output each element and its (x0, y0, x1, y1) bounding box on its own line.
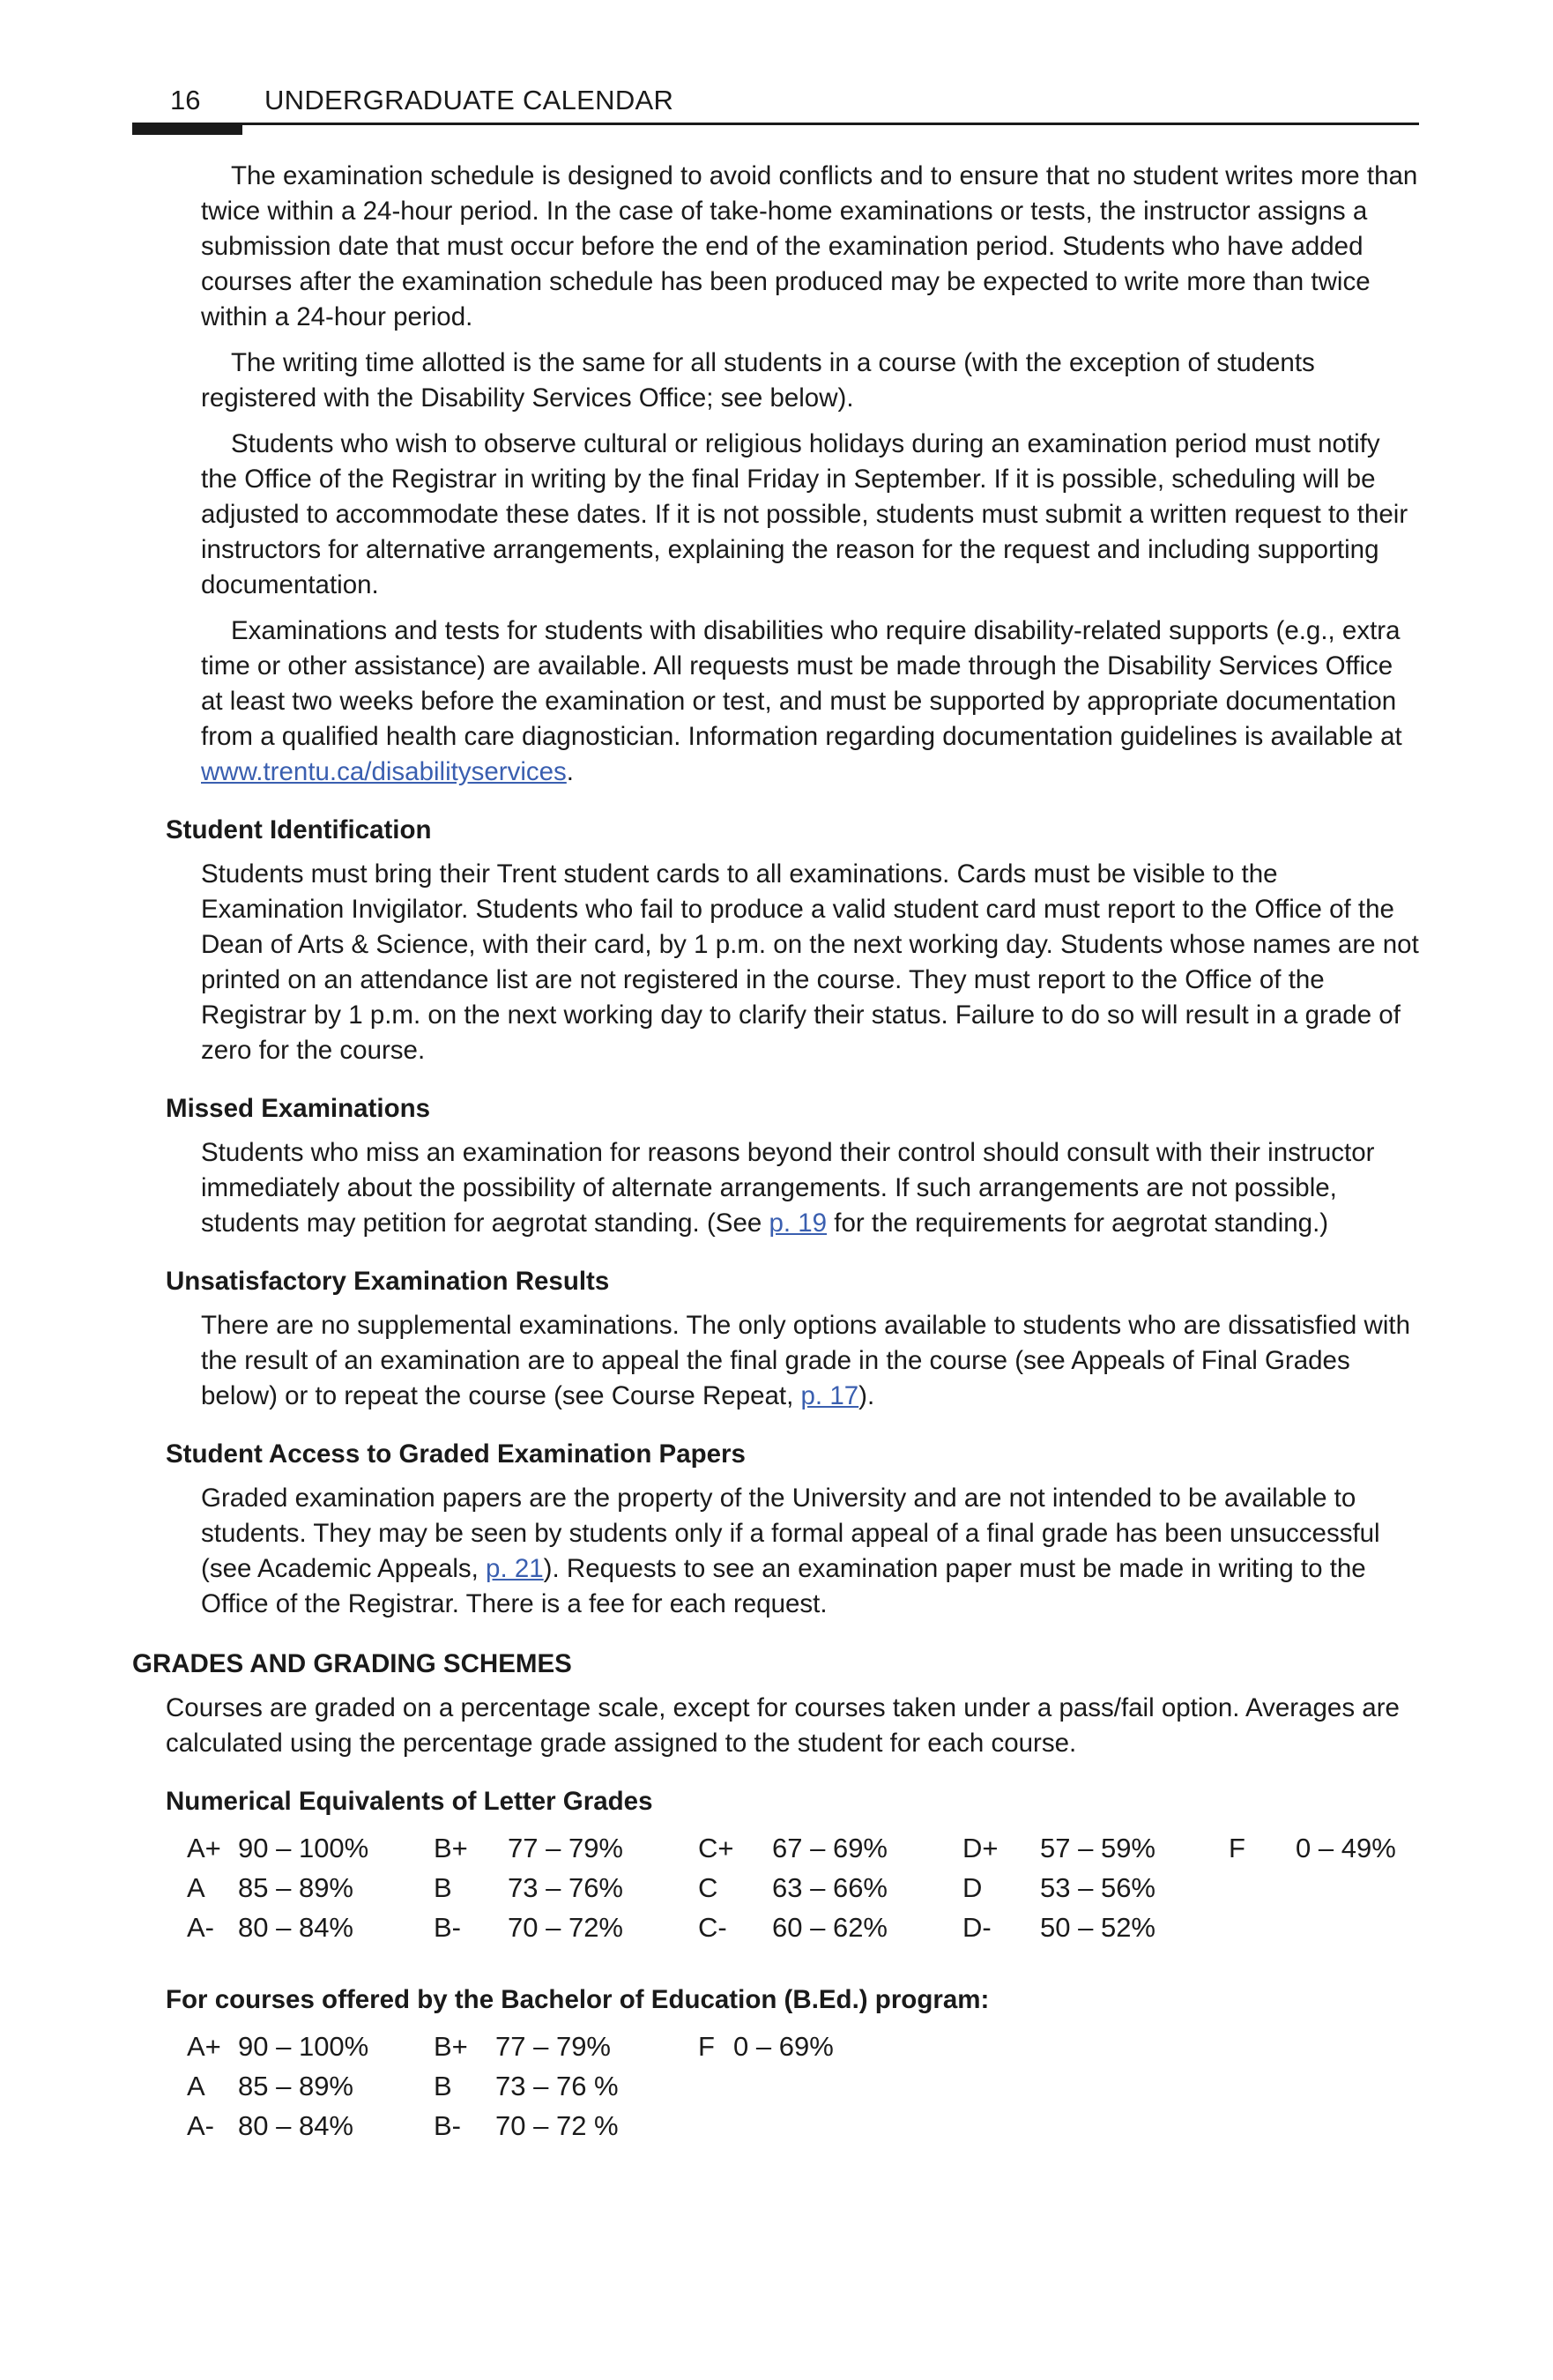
page-content (0, 159, 1553, 2146)
exam-schedule-paragraph: The examination schedule is designed to avoid conflicts and to ensure that no student writes more than twice within a 24-hour period. In the case of take-home examinations or tests, the instructor assigns a submission date that must occur before the end of the examination period. Students who have added courses after the examination schedule has been produced may be expected to write more than twice within a 24-hour period. (201, 161, 1418, 331)
grades-section-heading: GRADES AND GRADING SCHEMES (132, 1649, 572, 1678)
grade-row (187, 1908, 1553, 1947)
bed-grades-table (187, 2027, 1553, 2146)
religious-holidays-paragraph: Students who wish to observe cultural or religious holidays during an examination period must notify the Office of the Registrar in writing by the final Friday in September. If it is possible, scheduling will be adjusted to accommodate these dates. If it is not possible, students must submit a written request to their instructors for alternative arrangements, explaining the reason for the request and including supporting documentation. (201, 429, 1408, 599)
unsatisfactory-text-after: ). (858, 1381, 875, 1410)
percentage-range: 67 – 69% (772, 1833, 888, 1863)
percentage-range: 85 – 89% (238, 1872, 353, 1903)
percentage-range: 0 – 69% (733, 2031, 834, 2062)
missed-text-after: for the requirements for aegrotat standing.) (827, 1209, 1329, 1238)
grades-intro-text: Courses are graded on a percentage scale, except for courses taken under a pass/fail option. Averages are calculated using the percentage grade assigned to the student for each course. (166, 1693, 1400, 1758)
percentage-range: 60 – 62% (772, 1912, 888, 1943)
percentage-range: 77 – 79% (495, 2031, 611, 2062)
letter-grade: A+ (187, 1833, 221, 1863)
grade-row (187, 2027, 1553, 2066)
percentage-range: 90 – 100% (238, 2031, 369, 2062)
letter-grade: D (962, 1872, 983, 1903)
student-identification-text: Students must bring their Trent student cards to all examinations. Cards must be visible to the Examination Invigilator. Students who fail to produce a valid student card must report to the Office of the Dean of Arts & Science, with their card, by 1 p.m. on the next working day. Students whose names are not printed on an attendance list are not registered in the course. They must report to the Office of the Registrar by 1 p.m. on the next working day to clarify their status. Failure to do so will result in a grade of zero for the course. (201, 859, 1419, 1065)
percentage-range: 80 – 84% (238, 2110, 353, 2141)
unsatisfactory-results-text (201, 1308, 1419, 1414)
letter-grade: A- (187, 1912, 214, 1943)
percentage-range: 0 – 49% (1296, 1833, 1396, 1863)
letter-grade: F (698, 2031, 715, 2062)
graded-papers-text (201, 1481, 1419, 1622)
numerical-equivalents-table (187, 1828, 1553, 1947)
unsatisfactory-text-before: There are no supplemental examinations. The only options available to students who are dissatisfied with the result of an examination are to appeal the final grade in the course (see Appeals of Final Grades below) or to repeat the course (see Course Repeat, (201, 1311, 1410, 1410)
letter-grade: C- (698, 1912, 727, 1943)
percentage-range: 57 – 59% (1040, 1833, 1155, 1863)
letter-grade: D+ (962, 1833, 999, 1863)
grade-row (187, 2066, 1553, 2106)
graded-papers-heading: Student Access to Graded Examination Papers (166, 1439, 746, 1469)
bed-program-heading: For courses offered by the Bachelor of Education (B.Ed.) program: (166, 1985, 990, 2014)
numerical-equivalents-heading: Numerical Equivalents of Letter Grades (166, 1787, 653, 1816)
missed-examinations-text (201, 1135, 1419, 1241)
percentage-range: 73 – 76% (508, 1872, 623, 1903)
letter-grade: A- (187, 2110, 214, 2141)
grade-row (187, 1828, 1553, 1868)
letter-grade: B (434, 2071, 452, 2101)
percentage-range: 85 – 89% (238, 2071, 353, 2101)
graded-text-after: ). Requests to see an examination paper must be made in writing to the Office of the Registrar. There is a fee for each request. (201, 1554, 1366, 1618)
graded-text-before: Graded examination papers are the property of the University and are not intended to be available to students. They may be seen by students only if a formal appeal of a final grade has been unsuccessful (see Academic Appeals, (201, 1484, 1380, 1583)
letter-grade: B+ (434, 2031, 468, 2062)
letter-grade: B- (434, 1912, 461, 1943)
page-number: 16 (170, 85, 201, 115)
disabilities-end: . (566, 757, 574, 786)
letter-grade: A (187, 1872, 205, 1903)
letter-grade: B (434, 1872, 452, 1903)
percentage-range: 63 – 66% (772, 1872, 888, 1903)
letter-grade: D- (962, 1912, 992, 1943)
percentage-range: 80 – 84% (238, 1912, 353, 1943)
grade-row (187, 2106, 1553, 2146)
running-header-title: UNDERGRADUATE CALENDAR (264, 85, 674, 115)
percentage-range: 90 – 100% (238, 1833, 369, 1863)
letter-grade: B+ (434, 1833, 468, 1863)
writing-time-paragraph: The writing time allotted is the same for all students in a course (with the exception of students registered with the Disability Services Office; see below). (201, 348, 1315, 413)
page-19-link[interactable]: p. 19 (769, 1209, 828, 1238)
percentage-range: 53 – 56% (1040, 1872, 1155, 1903)
header-rule (132, 123, 1419, 125)
letter-grade: C (698, 1872, 718, 1903)
page-17-link[interactable]: p. 17 (800, 1381, 859, 1410)
percentage-range: 73 – 76 % (495, 2071, 619, 2101)
disability-services-link[interactable]: www.trentu.ca/disabilityservices (201, 757, 567, 786)
letter-grade: A+ (187, 2031, 221, 2062)
page-21-link[interactable]: p. 21 (486, 1554, 544, 1583)
unsatisfactory-results-heading: Unsatisfactory Examination Results (166, 1267, 610, 1296)
student-identification-heading: Student Identification (166, 815, 432, 844)
percentage-range: 70 – 72% (508, 1912, 623, 1943)
grade-row (187, 1868, 1553, 1908)
letter-grade: A (187, 2071, 205, 2101)
percentage-range: 77 – 79% (508, 1833, 623, 1863)
letter-grade: B- (434, 2110, 461, 2141)
header-tab-bar (132, 123, 242, 135)
percentage-range: 70 – 72 % (495, 2110, 619, 2141)
missed-text-before: Students who miss an examination for reasons beyond their control should consult with their instructor immediately about the possibility of alternate arrangements. If such arrangements are not possible, students may petition for aegrotat standing. (See (201, 1138, 1375, 1238)
letter-grade: C+ (698, 1833, 734, 1863)
missed-examinations-heading: Missed Examinations (166, 1094, 431, 1123)
letter-grade: F (1229, 1833, 1245, 1863)
disabilities-text: Examinations and tests for students with disabilities who require disability-related supports (e.g., extra time or other assistance) are available. All requests must be made through the Disability Services Office at least two weeks before the examination or test, and must be supported by appropriate documentation from a qualified health care diagnostician. Information regarding documentation guidelines is available at (201, 616, 1402, 751)
disabilities-paragraph (201, 614, 1419, 790)
percentage-range: 50 – 52% (1040, 1912, 1155, 1943)
